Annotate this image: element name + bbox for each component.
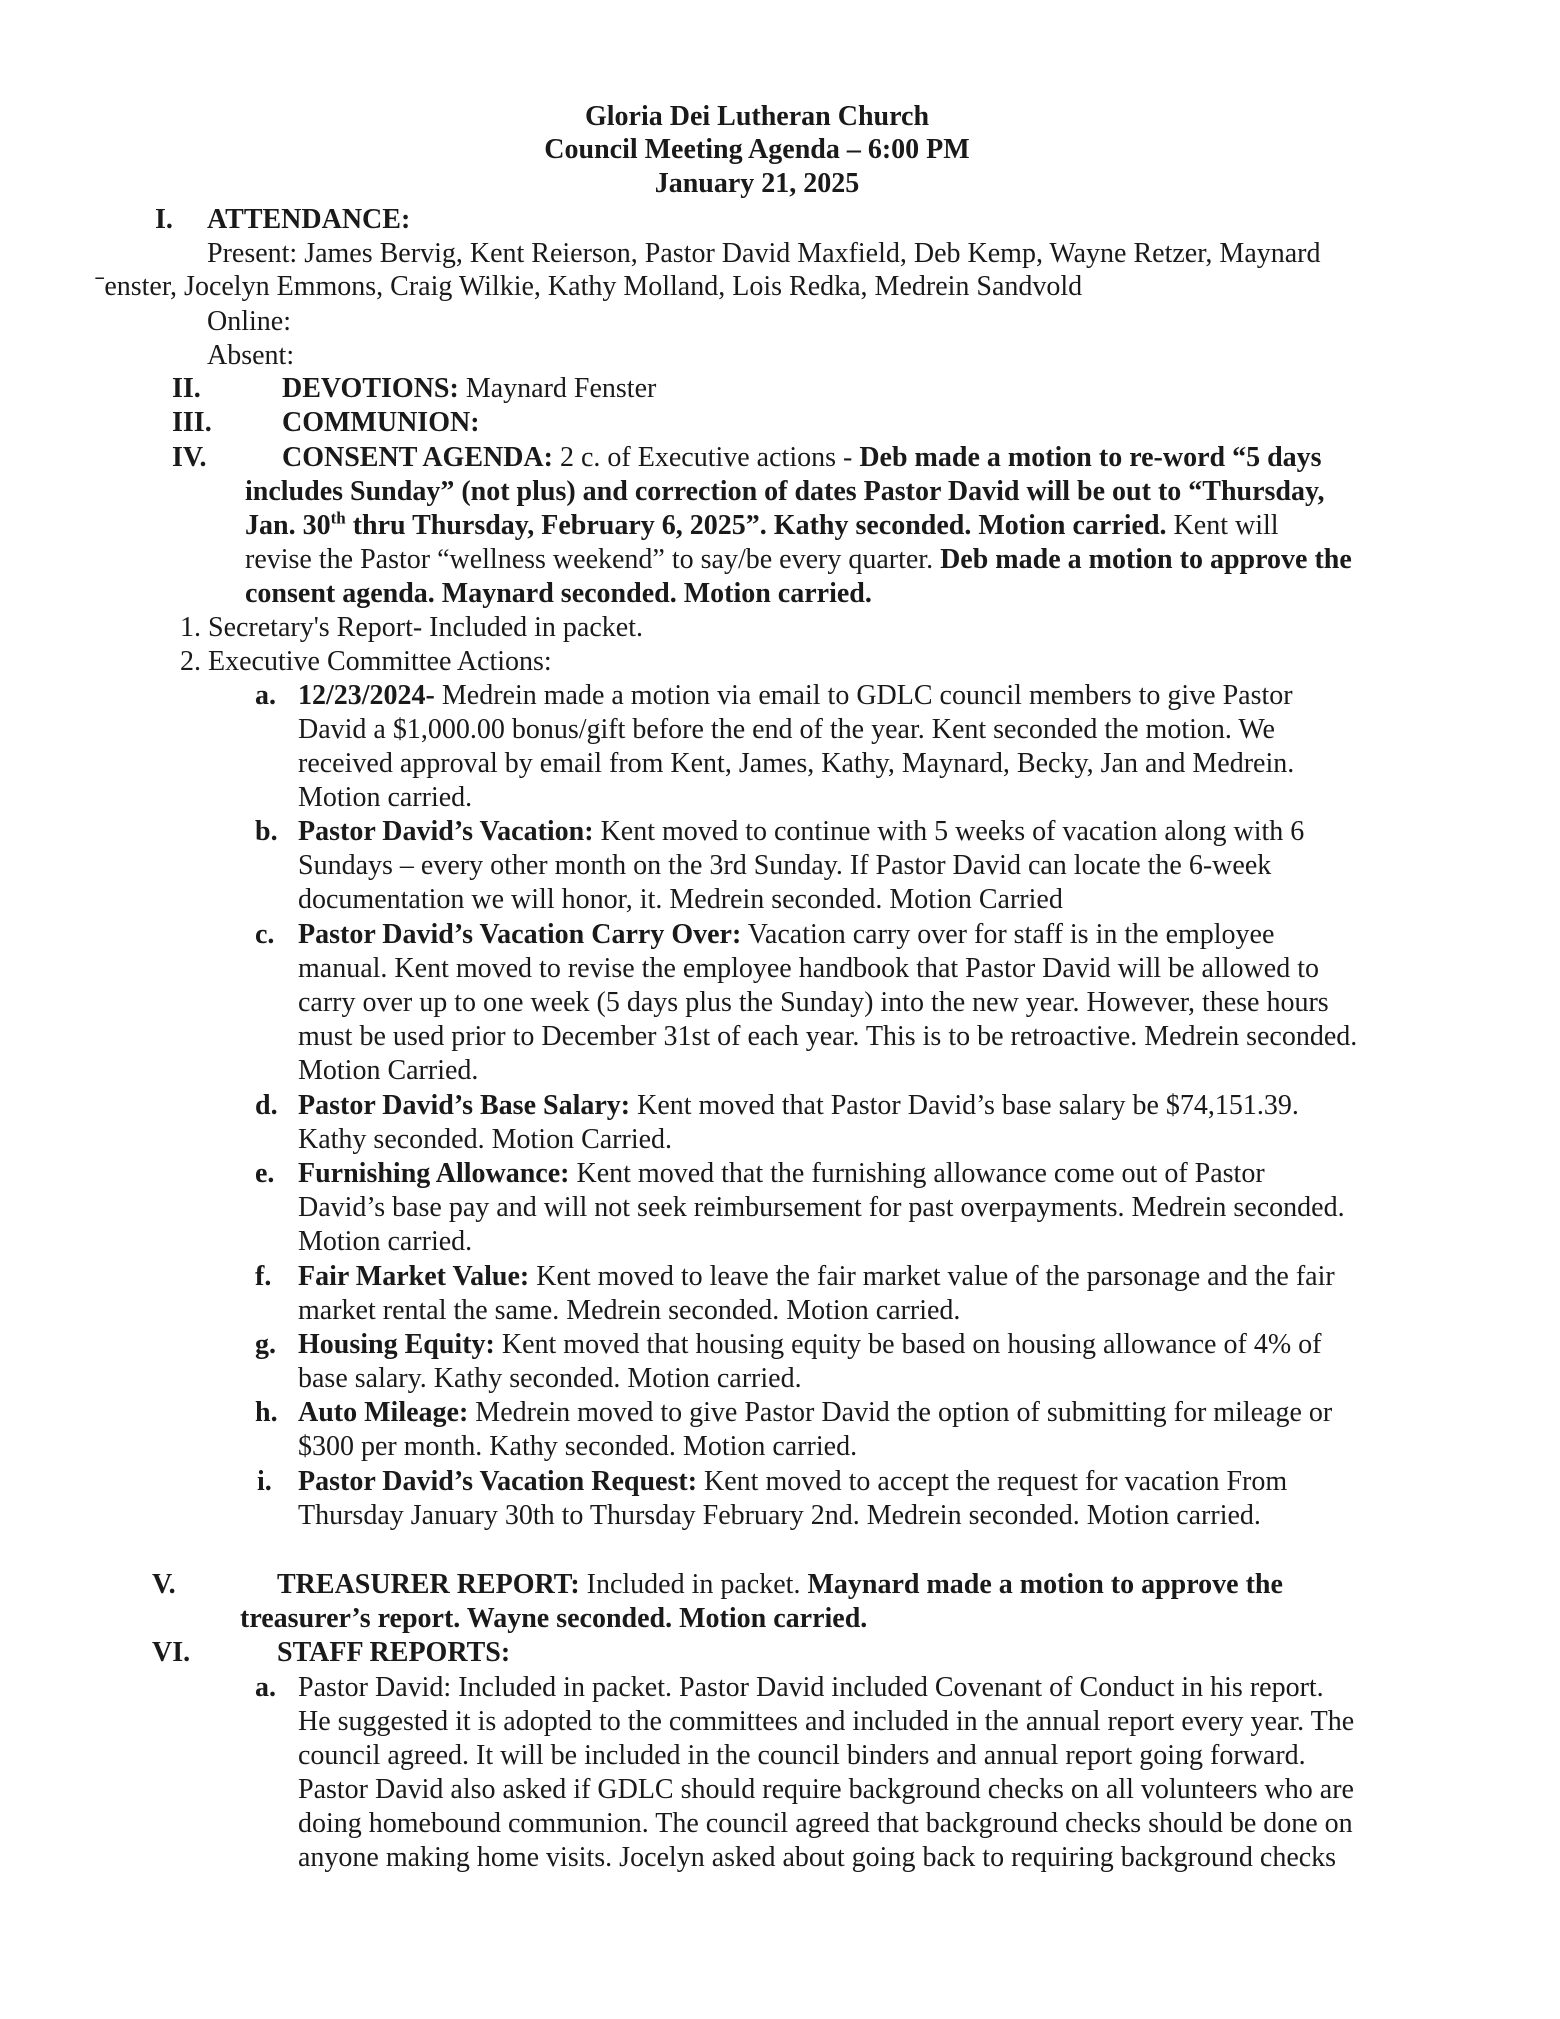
section-numeral-5: V. bbox=[152, 1569, 176, 1600]
exec-a-line-2: David a $1,000.00 bonus/gift before the end of the year. Kent seconded the motion. We bbox=[298, 714, 1275, 745]
exec-b-text-1: Kent moved to continue with 5 weeks of vacation along with 6 bbox=[593, 816, 1305, 847]
exec-f-line-1 bbox=[298, 1260, 1335, 1294]
exec-letter-i: i. bbox=[257, 1466, 272, 1497]
consent-motion-1: Deb made a motion to re-word “5 days bbox=[859, 442, 1322, 473]
exec-e-title: Furnishing Allowance: bbox=[298, 1158, 570, 1189]
exec-f-line-2: market rental the same. Medrein seconded. Motion carried. bbox=[298, 1295, 961, 1326]
exec-letter-c: c. bbox=[255, 919, 275, 950]
exec-d-text-1: Kent moved that Pastor David’s base salary be $74,151.39. bbox=[630, 1090, 1299, 1121]
exec-c-line-5: Motion Carried. bbox=[298, 1055, 479, 1086]
exec-c-text-1: Vacation carry over for staff is in the employee bbox=[741, 919, 1275, 950]
meeting-date: January 21, 2025 bbox=[654, 168, 860, 199]
exec-g-text-1: Kent moved that housing equity be based on housing allowance of 4% of bbox=[494, 1329, 1322, 1360]
consent-line-4 bbox=[245, 543, 1352, 577]
exec-b-line-1 bbox=[298, 815, 1304, 849]
exec-g-title: Housing Equity: bbox=[298, 1329, 495, 1360]
treasurer-line-2: treasurer’s report. Wayne seconded. Motion carried. bbox=[240, 1603, 868, 1634]
exec-c-title: Pastor David’s Vacation Carry Over: bbox=[298, 919, 742, 950]
exec-i-line-2: Thursday January 30th to Thursday February 2nd. Medrein seconded. Motion carried. bbox=[298, 1500, 1261, 1531]
church-name: Gloria Dei Lutheran Church bbox=[584, 101, 930, 132]
exec-a-title: 12/23/2024- bbox=[298, 680, 435, 711]
attendance-present-line-2: ˉenster, Jocelyn Emmons, Craig Wilkie, Kathy Molland, Lois Redka, Medrein Sandvold bbox=[95, 271, 1083, 302]
exec-i-title: Pastor David’s Vacation Request: bbox=[298, 1466, 698, 1497]
section-numeral-1: I. bbox=[155, 204, 173, 235]
exec-b-line-3: documentation we will honor, it. Medrein seconded. Motion Carried bbox=[298, 884, 1063, 915]
section-numeral-6: VI. bbox=[152, 1637, 191, 1668]
meeting-title: Council Meeting Agenda – 6:00 PM bbox=[544, 134, 970, 165]
exec-c-line-3: carry over up to one week (5 days plus the Sunday) into the new year. However, these hours bbox=[298, 987, 1329, 1018]
treasurer-heading: TREASURER REPORT: bbox=[277, 1569, 580, 1600]
consent-text-3: Kent will bbox=[1166, 510, 1279, 541]
exec-letter-h: h. bbox=[255, 1397, 278, 1428]
exec-h-text-1: Medrein moved to give Pastor David the option of submitting for mileage or bbox=[468, 1397, 1333, 1428]
exec-i-text-1: Kent moved to accept the request for vacation From bbox=[697, 1466, 1288, 1497]
treasurer-motion-1: Maynard made a motion to approve the bbox=[807, 1569, 1283, 1600]
exec-b-title: Pastor David’s Vacation: bbox=[298, 816, 594, 847]
exec-e-line-2: David’s base pay and will not seek reimbursement for past overpayments. Medrein seconded. bbox=[298, 1192, 1345, 1223]
section-numeral-2: II. bbox=[172, 373, 201, 404]
exec-letter-e: e. bbox=[255, 1158, 275, 1189]
attendance-present-line-1: Present: James Bervig, Kent Reierson, Pastor David Maxfield, Deb Kemp, Wayne Retzer, Maynard bbox=[207, 238, 1321, 269]
consent-date-sup: th bbox=[330, 508, 346, 528]
exec-g-line-2: base salary. Kathy seconded. Motion carried. bbox=[298, 1363, 802, 1394]
consent-text-4: revise the Pastor “wellness weekend” to say/be every quarter. bbox=[245, 544, 941, 575]
staff-a-line-6: anyone making home visits. Jocelyn asked about going back to requiring background checks bbox=[298, 1842, 1337, 1873]
staff-a-line-4: Pastor David also asked if GDLC should require background checks on all volunteers who are bbox=[298, 1774, 1354, 1805]
list-item-executive-actions: 2. Executive Committee Actions: bbox=[180, 646, 552, 677]
exec-a-text-1: Medrein made a motion via email to GDLC council members to give Pastor bbox=[434, 680, 1293, 711]
exec-e-text-1: Kent moved that the furnishing allowance come out of Pastor bbox=[569, 1158, 1265, 1189]
exec-d-line-2: Kathy seconded. Motion Carried. bbox=[298, 1124, 673, 1155]
section-numeral-4: IV. bbox=[172, 442, 207, 473]
attendance-absent: Absent: bbox=[207, 340, 295, 371]
consent-line-2: includes Sunday” (not plus) and correction of dates Pastor David will be out to “Thursday, bbox=[245, 476, 1325, 507]
list-item-secretary-report: 1. Secretary's Report- Included in packet. bbox=[180, 612, 643, 643]
exec-letter-f: f. bbox=[255, 1261, 272, 1292]
consent-line-3 bbox=[245, 509, 1279, 543]
exec-h-line-2: $300 per month. Kathy seconded. Motion carried. bbox=[298, 1431, 858, 1462]
exec-c-line-2: manual. Kent moved to revise the employee handbook that Pastor David will be allowed to bbox=[298, 953, 1319, 984]
staff-letter-a: a. bbox=[255, 1672, 276, 1703]
consent-motion-2: Deb made a motion to approve the bbox=[940, 544, 1352, 575]
staff-a-line-3: council agreed. It will be included in the council binders and annual report going forward. bbox=[298, 1740, 1306, 1771]
consent-line-1 bbox=[282, 441, 1322, 475]
exec-c-line-4: must be used prior to December 31st of each year. This is to be retroactive. Medrein seconded. bbox=[298, 1021, 1358, 1052]
consent-date-end: thru Thursday, February 6, 2025”. Kathy seconded. Motion carried. bbox=[345, 510, 1167, 541]
section-numeral-3: III. bbox=[172, 407, 212, 438]
consent-heading: CONSENT AGENDA: bbox=[282, 442, 553, 473]
exec-letter-d: d. bbox=[255, 1090, 278, 1121]
staff-a-line-1: Pastor David: Included in packet. Pastor David included Covenant of Conduct in his report. bbox=[298, 1672, 1324, 1703]
exec-d-title: Pastor David’s Base Salary: bbox=[298, 1090, 631, 1121]
exec-e-line-3: Motion carried. bbox=[298, 1226, 473, 1257]
attendance-heading: ATTENDANCE: bbox=[207, 204, 411, 235]
exec-letter-b: b. bbox=[255, 816, 278, 847]
consent-line-5: consent agenda. Maynard seconded. Motion carried. bbox=[245, 578, 872, 609]
communion-heading: COMMUNION: bbox=[282, 407, 480, 438]
consent-date-start: Jan. 30 bbox=[245, 510, 331, 541]
exec-i-line-1 bbox=[298, 1465, 1287, 1499]
exec-letter-g: g. bbox=[255, 1329, 276, 1360]
devotions-heading: DEVOTIONS: bbox=[282, 373, 459, 404]
exec-a-line-3: received approval by email from Kent, James, Kathy, Maynard, Becky, Jan and Medrein. bbox=[298, 748, 1295, 779]
consent-text-1: 2 c. of Executive actions - bbox=[552, 442, 860, 473]
exec-a-line-1 bbox=[298, 679, 1293, 713]
treasurer-text: Included in packet. bbox=[579, 1569, 808, 1600]
staff-a-line-5: doing homebound communion. The council agreed that background checks should be done on bbox=[298, 1808, 1353, 1839]
exec-d-line-1 bbox=[298, 1089, 1299, 1123]
exec-letter-a: a. bbox=[255, 680, 276, 711]
devotions-line bbox=[282, 372, 656, 406]
exec-b-line-2: Sundays – every other month on the 3rd Sunday. If Pastor David can locate the 6-week bbox=[298, 850, 1272, 881]
staff-a-line-2: He suggested it is adopted to the committees and included in the annual report every year. The bbox=[298, 1706, 1355, 1737]
exec-h-title: Auto Mileage: bbox=[298, 1397, 469, 1428]
devotions-leader: Maynard Fenster bbox=[458, 373, 657, 404]
exec-c-line-1 bbox=[298, 918, 1274, 952]
exec-f-title: Fair Market Value: bbox=[298, 1261, 530, 1292]
staff-reports-heading: STAFF REPORTS: bbox=[277, 1637, 511, 1668]
exec-e-line-1 bbox=[298, 1157, 1265, 1191]
exec-h-line-1 bbox=[298, 1396, 1332, 1430]
exec-a-line-4: Motion carried. bbox=[298, 782, 473, 813]
exec-f-text-1: Kent moved to leave the fair market value of the parsonage and the fair bbox=[529, 1261, 1335, 1292]
exec-g-line-1 bbox=[298, 1328, 1321, 1362]
attendance-online: Online: bbox=[207, 306, 291, 337]
treasurer-line-1 bbox=[277, 1568, 1283, 1602]
